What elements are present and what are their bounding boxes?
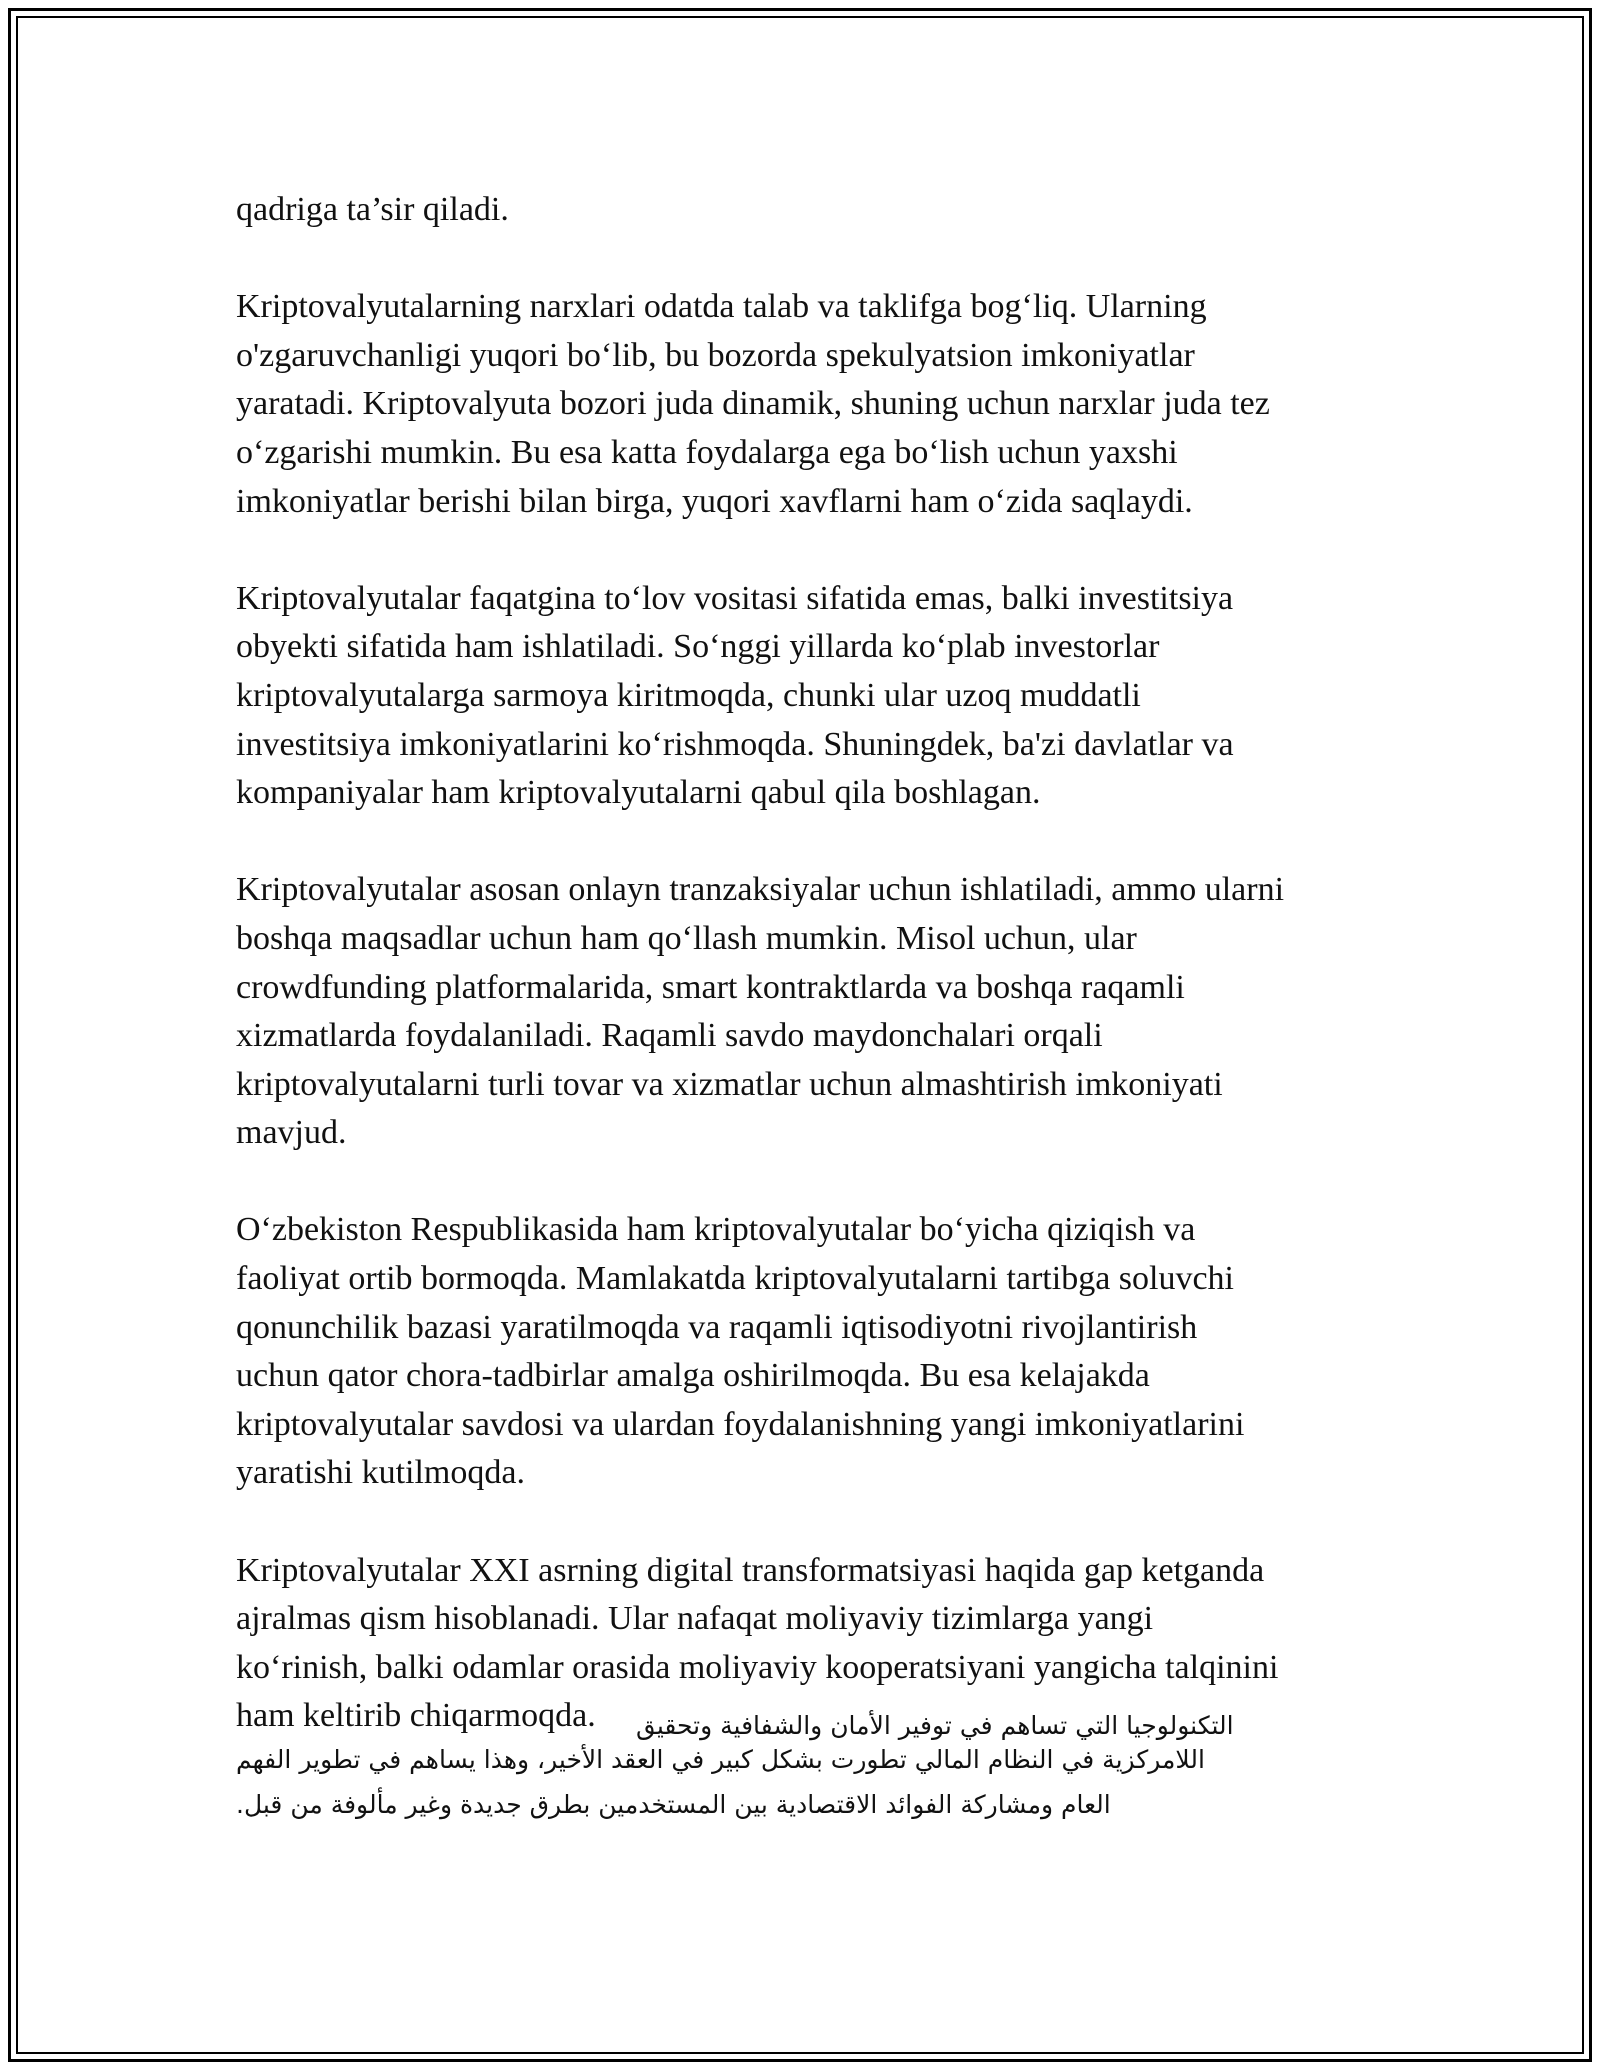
paragraph-1: qadriga ta’sir qiladi. — [236, 191, 509, 228]
paragraph-4: Kriptovalyutalar asosan onlayn tranzaksiyalar uchun ishlatiladi, ammo ularni boshqa maqsadlar uchun ham qo‘llash mumkin. Misol uchun, ular crowdfunding platformalarida, smart kontraktlarda va boshqa raqamli xizmatlarda foydalaniladi. Raqamli savdo maydonchalari orqali kriptovalyutalarni turli tovar va xizmatlar uchun almashtirish imkoniyati mavjud. — [236, 871, 1285, 1152]
paragraph-3: Kriptovalyutalar faqatgina to‘lov vositasi sifatida emas, balki investitsiya obyekti sifatida ham ishlatiladi. So‘nggi yillarda ko‘plab investorlar kriptovalyutalarga sarmoya kiritmoqda, chunki ular uzoq muddatli investitsiya imkoniyatlarini ko‘rishmoqda. Shuningdek, ba'zi davlatlar va kompaniyalar ham kriptovalyutalarni qabul qila boshlagan. — [236, 579, 1234, 812]
paragraph-6 — [236, 1547, 1376, 1827]
paragraph-2: Kriptovalyutalarning narxlari odatda talab va taklifga bog‘liq. Ularning o'zgaruvchanligi yuqori bo‘lib, bu bozorda spekulyatsion imkoniyatlar yaratadi. Kriptovalyuta bozori juda dinamik, shuning uchun narxlar juda tez o‘zgarishi mumkin. Bu esa katta foydalarga ega bo‘lish uchun yaxshi imkoniyatlar berishi bilan birga, yuqori xavflarni ham o‘zida saqlaydi. — [236, 288, 1270, 520]
arabic-text-line-1: التكنولوجيا التي تساهم في توفير الأمان والشفافية وتحقيق — [636, 1710, 1234, 1740]
paragraph-5: O‘zbekiston Respublikasida ham kriptovalyutalar bo‘yicha qiziqish va faoliyat ortib bormoqda. Mamlakatda kriptovalyutalarni tartibga soluvchi qonunchilik bazasi yaratilmoqda va raqamli iqtisodiyotni rivojlantirish uchun qator chora-tadbirlar amalga oshirilmoqda. Bu esa kelajakda kriptovalyutalar savdosi va ulardan foydalanishning yangi imkoniyatlarini yaratishi kutilmoqda. — [236, 1211, 1245, 1492]
arabic-text-line-3: العام ومشاركة الفوائد الاقتصادية بين المستخدمين بطرق جديدة وغير مألوفة من قبل. — [236, 1790, 1111, 1819]
arabic-text-line-2: اللامركزية في النظام المالي تطورت بشكل كبير في العقد الأخير، وهذا يساهم في تطوير الفهم — [236, 1745, 1205, 1774]
document-body — [236, 186, 1376, 1827]
paragraph-6-latin: Kriptovalyutalar XXI asrning digital transformatsiyasi haqida gap ketganda ajralmas qism hisoblanadi. Ular nafaqat moliyaviy tizimlarga yangi ko‘rinish, balki odamlar orasida moliyaviy kooperatsiyani yangicha talqinini ham keltirib chiqarmoqda. — [236, 1551, 1279, 1735]
